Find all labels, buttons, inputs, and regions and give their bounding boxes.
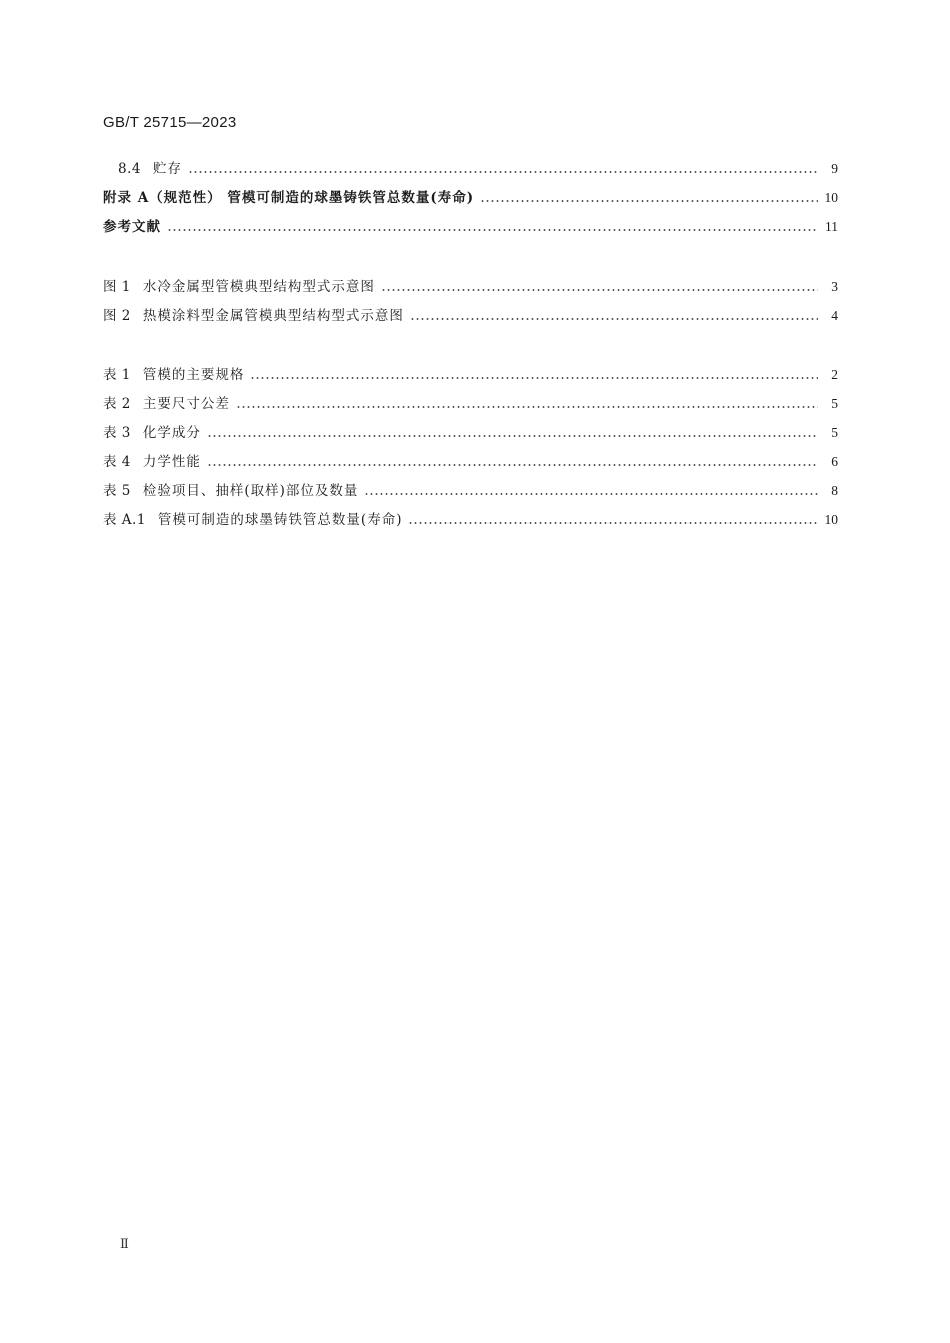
toc-entry-page: 5 xyxy=(831,425,838,440)
toc-entry-label xyxy=(103,482,364,500)
toc-leader-dots xyxy=(207,464,818,466)
toc-entry-title: 附录 A（规范性） 管模可制造的球墨铸铁管总数量(寿命) xyxy=(103,190,475,206)
toc-entry-number: 表 5 xyxy=(103,483,131,499)
toc-entry-table-4[interactable] xyxy=(103,449,838,471)
toc-entry-title: 管模的主要规格 xyxy=(142,367,245,383)
toc-entry-number: 表 2 xyxy=(103,396,131,412)
toc-entry-page: 3 xyxy=(831,279,838,294)
toc-entry-label xyxy=(103,511,408,529)
toc-entry-appendix-a[interactable] xyxy=(103,185,838,207)
toc-leader-dots xyxy=(236,406,818,408)
toc-entry-page: 2 xyxy=(831,367,838,382)
toc-entry-title: 参考文献 xyxy=(103,219,161,235)
toc-leader-dots xyxy=(207,435,818,437)
toc-entry-table-3[interactable] xyxy=(103,420,838,442)
toc-entry-label xyxy=(103,424,207,442)
toc-entry-title: 化学成分 xyxy=(142,425,201,441)
toc-leader-dots xyxy=(250,377,818,379)
toc-entry-label xyxy=(103,453,207,471)
toc-entry-title: 检验项目、抽样(取样)部位及数量 xyxy=(142,483,359,499)
toc-entry-page: 4 xyxy=(831,308,838,323)
toc-entry-page: 6 xyxy=(831,454,838,469)
toc-entry-number: 表 A.1 xyxy=(103,512,146,528)
toc-entry-number: 表 1 xyxy=(103,367,131,383)
toc-entry-page: 10 xyxy=(824,190,838,205)
toc-entry-label xyxy=(118,160,188,178)
toc-entry-number: 表 3 xyxy=(103,425,131,441)
toc-entry-title: 力学性能 xyxy=(142,454,201,470)
toc-entry-label xyxy=(103,366,250,384)
toc-entry-number: 图 1 xyxy=(103,279,131,295)
toc-entry-table-1[interactable] xyxy=(103,362,838,384)
toc-entry-number: 8.4 xyxy=(118,161,141,177)
toc-entry-table-5[interactable] xyxy=(103,478,838,500)
toc-leader-dots xyxy=(480,200,818,202)
toc-entry-page: 9 xyxy=(831,161,838,176)
toc-entry-number: 表 4 xyxy=(103,454,131,470)
toc-leader-dots xyxy=(188,171,818,173)
toc-entry-label xyxy=(103,395,236,413)
toc-entry-title: 热模涂料型金属管模典型结构型式示意图 xyxy=(142,308,404,324)
toc-entry-title: 管模可制造的球墨铸铁管总数量(寿命) xyxy=(157,512,403,528)
toc-entry-table-a1[interactable] xyxy=(103,507,838,529)
toc-entry-title: 贮存 xyxy=(152,161,182,177)
toc-leader-dots xyxy=(410,318,818,320)
toc-entry-table-2[interactable] xyxy=(103,391,838,413)
toc-entry-page: 8 xyxy=(831,483,838,498)
toc-entry-figure-2[interactable] xyxy=(103,303,838,325)
toc-entry-section-8-4[interactable] xyxy=(118,156,838,178)
toc-entry-page: 10 xyxy=(824,512,838,527)
toc-entry-title: 水冷金属型管模典型结构型式示意图 xyxy=(142,279,375,295)
toc-entry-page: 11 xyxy=(825,219,838,234)
toc-leader-dots xyxy=(408,522,818,524)
toc-leader-dots xyxy=(167,229,818,231)
toc-entry-number: 图 2 xyxy=(103,308,131,324)
toc-entry-references[interactable] xyxy=(103,214,838,236)
toc-entry-label xyxy=(103,278,381,296)
page-number: Ⅱ xyxy=(120,1236,129,1251)
toc-entry-label xyxy=(103,307,410,325)
toc-entry-title: 主要尺寸公差 xyxy=(142,396,230,412)
toc-entry-figure-1[interactable] xyxy=(103,274,838,296)
toc-leader-dots xyxy=(364,493,818,495)
standard-code: GB/T 25715—2023 xyxy=(103,114,237,131)
toc-entry-page: 5 xyxy=(831,396,838,411)
toc-leader-dots xyxy=(381,289,818,291)
